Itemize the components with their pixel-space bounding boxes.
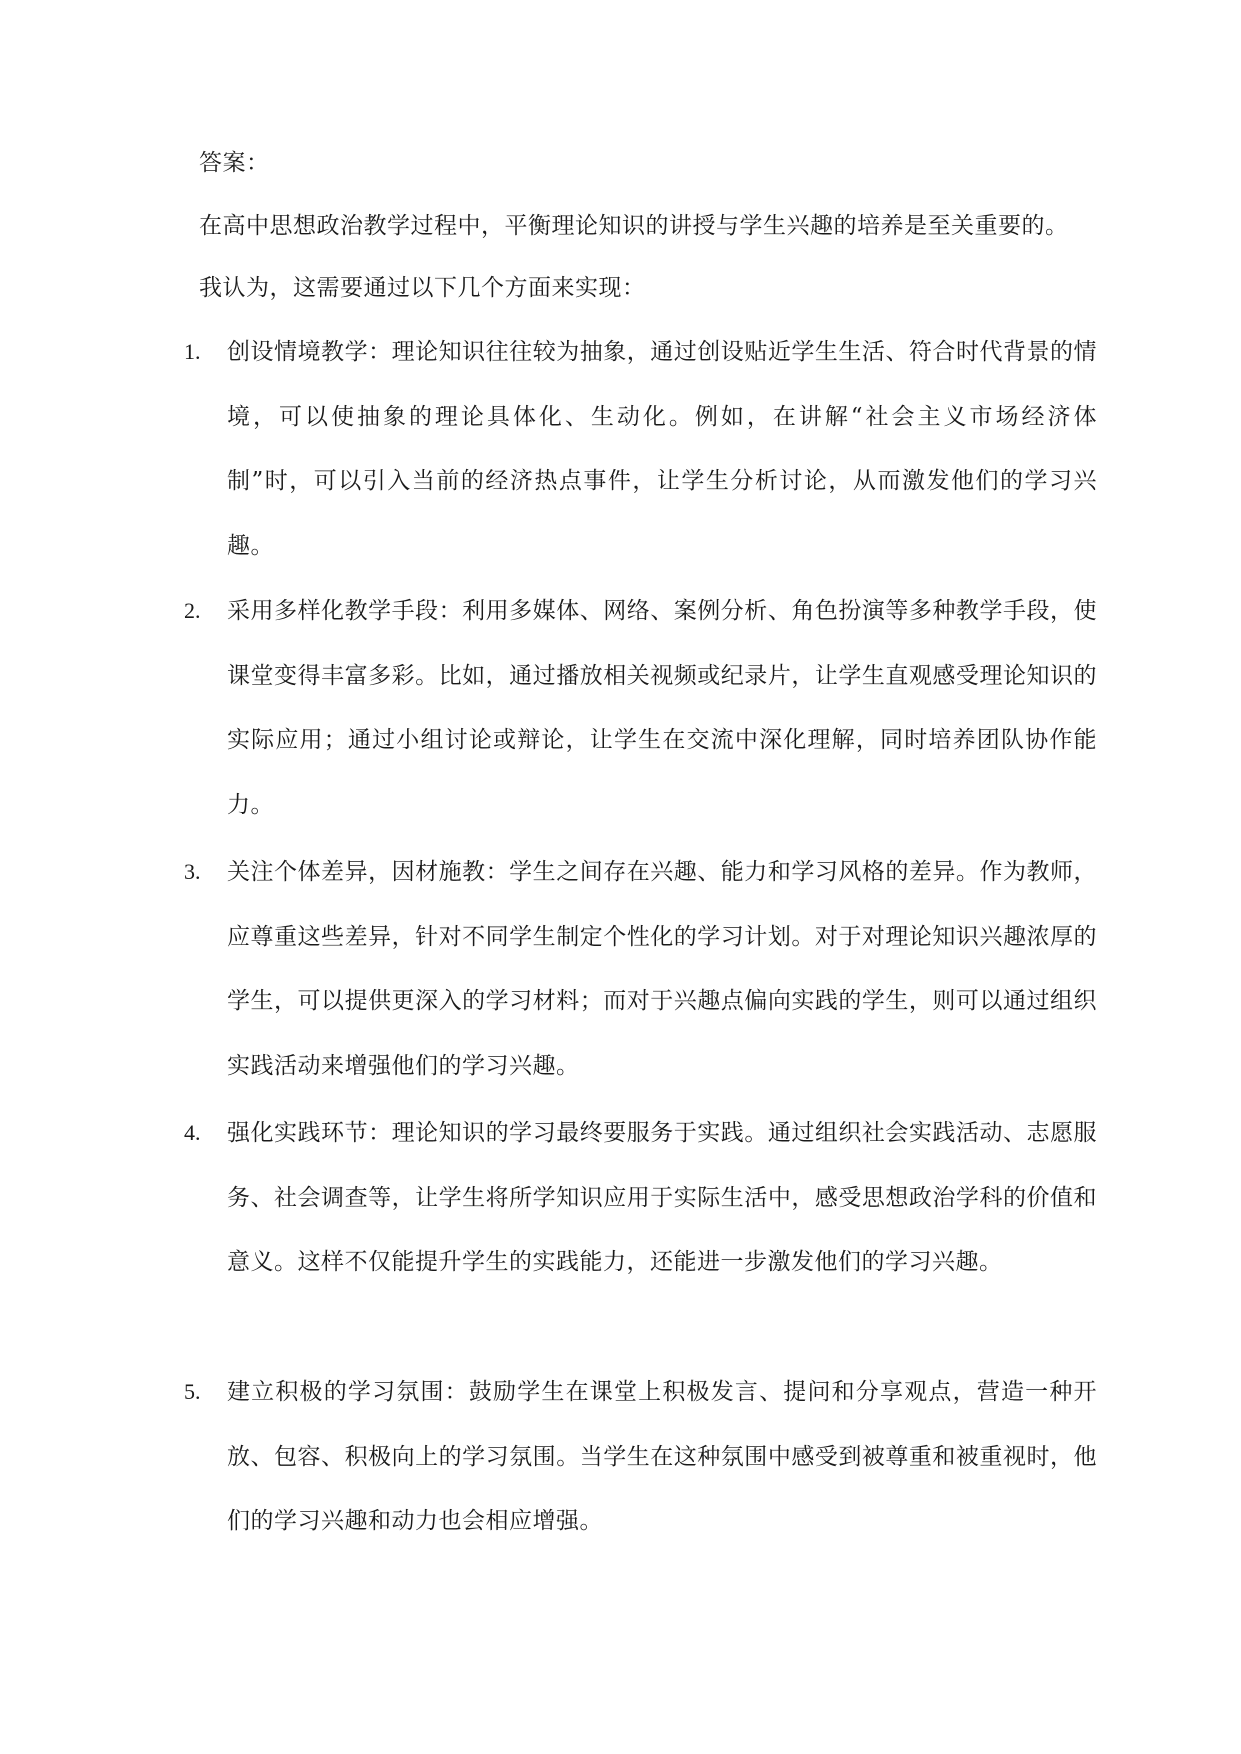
answer-heading: 答案： [199,150,270,176]
list-item-title: 建立积极的学习氛围： [227,1379,469,1405]
list-item-body [227,1101,1097,1295]
list-item-body [227,1360,1097,1554]
list-item-title: 强化实践环节： [227,1120,392,1146]
list-item-body [227,579,1097,837]
list-item-body [227,840,1097,1098]
list-item-title: 关注个体差异，因材施教： [227,859,510,885]
list-item-text: 理论知识的学习最终要服务于实践。通过组织社会实践活动、志愿服务、社会调查等，让学生将所学知识应用于实际生活中，感受思想政治学科的价值和意义。这样不仅能提升学生的实践能力，还能进一步激发他们的学习兴趣。 [227,1120,1098,1275]
list-item-body [227,320,1097,578]
list-item-number: 3. [184,859,201,884]
list-item-number: 1. [184,339,201,364]
intro-line-2: 我认为，这需要通过以下几个方面来实现： [199,275,646,301]
intro-line-1: 在高中思想政治教学过程中，平衡理论知识的讲授与学生兴趣的培养是至关重要的。 [199,213,1069,239]
list-item-title: 采用多样化教学手段： [227,598,463,624]
list-item-text: 学生之间存在兴趣、能力和学习风格的差异。作为教师，应尊重这些差异，针对不同学生制定个性化的学习计划。对于对理论知识兴趣浓厚的学生，可以提供更深入的学习材料；而对于兴趣点偏向实践的学生，则可以通过组织实践活动来增强他们的学习兴趣。 [227,859,1098,1079]
list-item-text: 利用多媒体、网络、案例分析、角色扮演等多种教学手段，使课堂变得丰富多彩。比如，通过播放相关视频或纪录片，让学生直观感受理论知识的实际应用；通过小组讨论或辩论，让学生在交流中深化理解，同时培养团队协作能力。 [227,598,1098,818]
list-item-title: 创设情境教学： [227,339,392,365]
list-item-number: 2. [184,598,201,623]
list-item-text: 鼓励学生在课堂上积极发言、提问和分享观点，营造一种开放、包容、积极向上的学习氛围。当学生在这种氛围中感受到被尊重和被重视时，他们的学习兴趣和动力也会相应增强。 [227,1379,1098,1534]
list-item-number: 5. [184,1379,201,1404]
list-item-number: 4. [184,1120,201,1145]
list-item-text: 理论知识往往较为抽象，通过创设贴近学生生活、符合时代背景的情境，可以使抽象的理论具体化、生动化。例如，在讲解“社会主义市场经济体制”时，可以引入当前的经济热点事件，让学生分析讨论，从而激发他们的学习兴趣。 [227,339,1098,559]
